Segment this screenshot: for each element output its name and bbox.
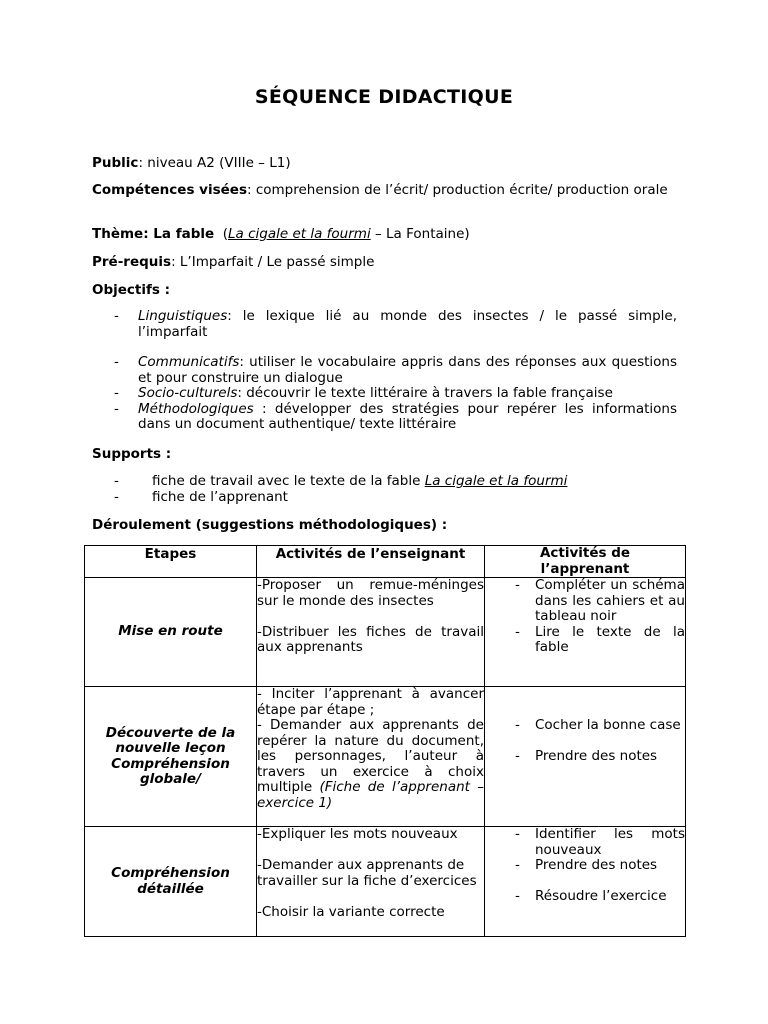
cell-text: -Distribuer les fiches de travail aux apprenants — [257, 623, 484, 655]
objectif-term: Linguistiques — [138, 308, 228, 324]
objectif-text: : utiliser le vocabulaire appris dans des réponses aux questions et pour construire un dialogue — [138, 354, 677, 386]
competences-label: Compétences visées — [92, 182, 247, 198]
list-item: - Méthodologiques : développer des stratégies pour repérer les informations dans un document authentique/ texte littéraire — [114, 400, 677, 432]
theme-rest: – La Fontaine) — [370, 226, 470, 242]
prerequis-label: Pré-requis — [92, 254, 172, 270]
enseignant-cell — [257, 827, 485, 937]
apprenant-list — [489, 827, 685, 874]
objectif-text: : le lexique lié au monde des insectes / le passé simple, l’imparfait — [138, 308, 677, 340]
apprenant-cell — [485, 578, 686, 687]
support-text: fiche de l’apprenant — [152, 488, 288, 505]
list-item: - Cocher la bonne case — [515, 717, 681, 733]
objectif-term: Socio-culturels — [138, 385, 238, 401]
deroulement-heading: Déroulement (suggestions méthodologiques) : — [92, 517, 448, 533]
support-work-title: La cigale et la fourmi — [424, 473, 568, 489]
cell-text: -Choisir la variante correcte — [257, 903, 445, 920]
apprenant-list — [489, 578, 685, 656]
list-item: - Communicatifs: utiliser le vocabulaire appris dans des réponses aux questions et pour construire un dialogue — [114, 354, 677, 386]
list-item: - Prendre des notes — [515, 747, 658, 764]
list-item: - Prendre des notes — [515, 857, 658, 873]
table-row — [85, 827, 686, 937]
etape-cell: Mise en route — [85, 578, 257, 687]
etape-cell: Compréhension détaillée — [85, 827, 257, 937]
supports-list — [92, 474, 677, 505]
prerequis-value: : L’Imparfait / Le passé simple — [171, 254, 375, 270]
cell-reference: (Fiche de l’apprenant – exercice 1) — [257, 779, 485, 811]
cell-text: -Proposer un remue-méninges sur le monde des insectes — [257, 577, 484, 609]
theme-label: Thème: La fable — [92, 226, 215, 242]
table-row — [85, 578, 686, 687]
public-value: niveau A2 (VIIIe – L1) — [143, 155, 291, 171]
page-title: SÉQUENCE DIDACTIQUE — [254, 86, 514, 108]
objectifs-list — [92, 309, 677, 340]
apprenant-cell — [485, 827, 686, 937]
list-item: - Compléter un schéma dans les cahiers et au tableau noir — [515, 577, 685, 624]
etape-cell: Découverte de la nouvelle leçon Compréhension globale/ — [85, 687, 257, 827]
objectif-term: Communicatifs — [138, 354, 240, 370]
table-header-row — [85, 546, 686, 578]
column-header: Activités de l’apprenant — [485, 546, 686, 578]
column-header: Etapes — [85, 546, 257, 578]
theme-work-title: La cigale et la fourmi — [228, 226, 371, 242]
apprenant-list — [489, 718, 685, 734]
cell-text: - Inciter l’apprenant à avancer étape par étape ; — [257, 686, 484, 718]
cell-text: -Expliquer les mots nouveaux — [257, 826, 458, 842]
list-item: - fiche de l’apprenant — [114, 488, 288, 505]
support-text: fiche de travail avec le texte de la fable — [152, 473, 425, 489]
competences-line — [92, 182, 677, 198]
cell-text: - Demander aux apprenants de repérer la nature du document, les personnages, l’auteur à travers un exercice à choix multiple (Fiche de l’apprenant – exercice 1) — [257, 717, 485, 811]
objectif-term: Méthodologiques — [138, 400, 254, 417]
apprenant-list-2 — [489, 749, 685, 765]
list-item: - fiche de travail avec le texte de la fable La cigale et la fourmi — [114, 473, 568, 489]
objectif-text: : développer des stratégies pour repérer les informations dans un document authentique/ texte littéraire — [138, 400, 677, 432]
apprenant-cell — [485, 687, 686, 827]
list-item: - Identifier les mots nouveaux — [515, 826, 685, 858]
prerequis-line — [92, 254, 677, 270]
public-line: Public: niveau A2 (VIIIe – L1) — [92, 155, 291, 171]
enseignant-cell — [257, 578, 485, 687]
list-item: - Lire le texte de la fable — [515, 623, 685, 655]
public-label: Public — [92, 155, 139, 171]
cell-text: -Demander aux apprenants de travailler sur la fiche d’exercices — [257, 857, 477, 889]
enseignant-cell — [257, 687, 485, 827]
table-row — [85, 687, 686, 827]
theme-open: ( — [222, 226, 229, 242]
sequence-table — [84, 545, 686, 937]
list-item: - Résoudre l’exercice — [515, 888, 667, 904]
supports-heading: Supports : — [92, 446, 172, 462]
competences-value: : comprehension de l’écrit/ production écrite/ production orale — [247, 182, 668, 198]
list-item: - Socio-culturels: découvrir le texte littéraire à travers la fable française — [114, 385, 613, 401]
theme-line — [92, 226, 677, 242]
objectifs-heading: Objectifs : — [92, 282, 171, 298]
column-header: Activités de l’enseignant — [257, 546, 485, 578]
apprenant-list-2 — [489, 889, 685, 905]
objectifs-list-2 — [92, 355, 677, 433]
list-item: - Linguistiques: le lexique lié au monde des insectes / le passé simple, l’imparfait — [114, 308, 677, 340]
objectif-text: : découvrir le texte littéraire à travers la fable française — [237, 385, 613, 401]
